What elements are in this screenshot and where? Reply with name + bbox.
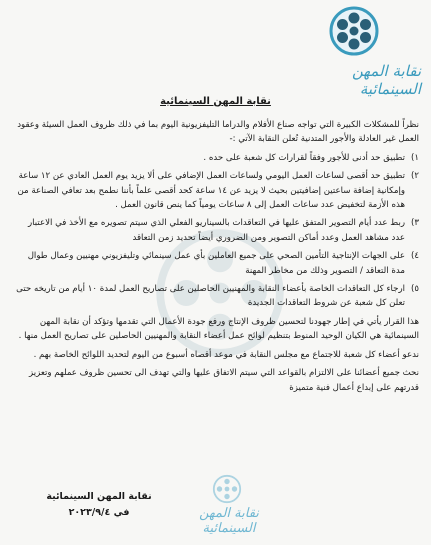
item-text: تطبيق حد أقصى لساعات العمل اليومي ولساعات العمل الإضافي على ألا يزيد يوم العمل العادي عن ١٢ ساعة وإمكانية إضافة ساعتين إضافيتين بحيث لا يزيد عن ١٤ ساعة كحد أقصى علماً بأننا نطمح بعد تعافي الصناعة من هذه الأزمة لتخفيض عدد ساعات العمل إلى ٨ ساعات يومياً كما ينص قانون العمل . xyxy=(17,171,405,211)
film-reel-stamp-icon xyxy=(212,474,242,504)
list-item xyxy=(14,282,419,311)
intro-paragraph: نظراً للمشكلات الكبيرة التي تواجه صناع الأفلام والدراما التليفزيونية اليوم بما في ذلك ظروف العمل السيئة وعقود العمل غير العادلة والأجور المتدنية تُعلن النقابة الآتي :- xyxy=(17,120,419,145)
union-logo xyxy=(305,6,425,96)
signature-org: نقابة المهن السينمائية xyxy=(46,491,152,502)
film-reel-icon xyxy=(329,6,379,56)
item-number: ٥) xyxy=(411,284,419,295)
signature-date: في ٢٠٢٣/٩/٤ xyxy=(68,507,130,518)
list-item xyxy=(14,151,419,165)
document-title: نقابة المهن السينمائية xyxy=(160,96,271,107)
item-number: ٣) xyxy=(411,218,419,229)
union-stamp xyxy=(178,472,273,542)
item-number: ٤) xyxy=(411,251,419,262)
closing-paragraph: نحث جميع أعضائنا على الالتزام بالقواعد التي سيتم الاتفاق عليها والتي تهدف الى تحسين ظروف عملهم وتعزيز قدرتهم على إبداع أعمال فنية متميزة xyxy=(29,368,419,393)
list-item xyxy=(14,216,419,245)
closing-paragraph: هذا القرار يأتي في إطار جهودنا لتحسين ظروف الإنتاج ورفع جودة الأعمال التي تقدمها وتؤكد أن نقابة المهن السينمائية هي الكيان الوحيد المنوط بتنظيم لوائح عمل أعضاء النقابة والمهنيين الحاصلين على تصاريح العمل منها . xyxy=(18,316,419,342)
item-text: ارجاء كل التعاقدات الخاصة بأعضاء النقابة والمهنيين الحاصلين على تصاريح العمل لمدة ١٠ أيام من تاريخه حتى تعلن كل شعبة عن شروط التعاقدات الجديدة xyxy=(16,284,405,309)
list-item xyxy=(14,249,419,278)
item-text: على الجهات الإنتاجية التأمين الصحي على جميع العاملين بأي عمل سينمائي وتليفزيوني مهنيين وعمال طوال مدة التعاقد / التصوير وذلك من مخاطر المهنة xyxy=(27,251,405,276)
document-body xyxy=(14,118,419,399)
list-item xyxy=(14,169,419,212)
item-number: ٢) xyxy=(411,171,419,182)
closing-paragraph: ندعو أعضاء كل شعبة للاجتماع مع مجلس النقابة في موعد أقصاه أسبوع من اليوم لتحديد اللوائح الخاصة بهم . xyxy=(33,349,419,360)
logo-brand-text: نقابة المهن السينمائية xyxy=(351,62,421,98)
item-text: تطبيق حد أدنى للأجور وفقاً لقرارات كل شعبة على حده . xyxy=(203,152,405,163)
item-number: ١) xyxy=(411,152,419,163)
stamp-text: نقابة المهن السينمائية xyxy=(199,506,259,536)
signature-block xyxy=(34,489,164,521)
item-text: ربط عدد أيام التصوير المتفق عليها في التعاقدات بالسيناريو الفعلي الذي سيتم تصويره مع الأخذ في الاعتبار عدد مشاهد العمل وعدد أماكن التصوير ومن الضروري أيضاً تحديد زمن التعاقد xyxy=(28,218,405,243)
